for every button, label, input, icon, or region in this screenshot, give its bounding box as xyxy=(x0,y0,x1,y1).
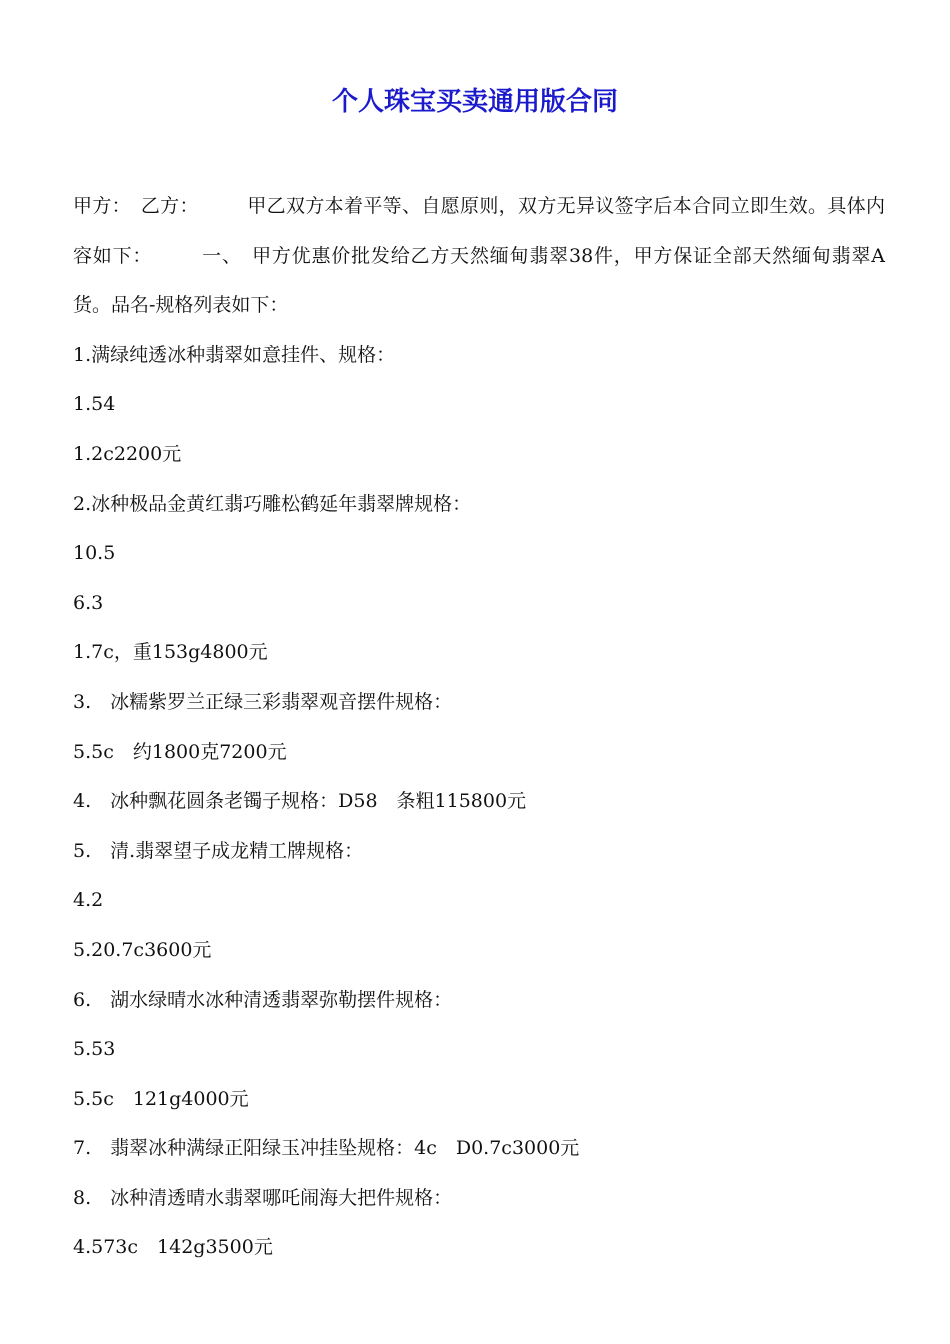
list-item: 5.20.7c3600元 xyxy=(73,938,212,961)
document-body xyxy=(73,182,885,1273)
list-item: 4.2 xyxy=(73,889,104,912)
document-title: 个人珠宝买卖通用版合同 xyxy=(331,87,618,117)
list-item: 10.5 xyxy=(73,542,116,565)
list-item: 1.2c2200元 xyxy=(73,442,182,465)
list-item: 3. 冰糯紫罗兰正绿三彩翡翠观音摆件规格： xyxy=(73,690,453,713)
list-item: 5.53 xyxy=(73,1038,116,1061)
list-item: 1.54 xyxy=(73,393,116,416)
list-item: 5. 清.翡翠望子成龙精工牌规格： xyxy=(73,839,364,862)
list-item: 7. 翡翠冰种满绿正阳绿玉冲挂坠规格：4c D0.7c3000元 xyxy=(73,1137,580,1160)
intro-paragraph: 甲方： 乙方： 甲乙双方本着平等、自愿原则，双方无异议签字后本合同立即生效。具体内容如下： 一、 甲方优惠价批发给乙方天然缅甸翡翠38件，甲方保证全部天然缅甸翡翠A货。品名-规格列表如下： xyxy=(73,195,885,317)
list-item: 1.7c，重153g4800元 xyxy=(73,641,268,664)
list-item: 1.满绿纯透冰种翡翠如意挂件、规格： xyxy=(73,343,396,366)
list-item: 4.573c 142g3500元 xyxy=(73,1236,273,1259)
list-item: 4. 冰种飘花圆条老镯子规格：D58 条粗115800元 xyxy=(73,790,527,813)
list-item: 8. 冰种清透晴水翡翠哪吒闹海大把件规格： xyxy=(73,1186,453,1209)
list-item: 5.5c 约1800克7200元 xyxy=(73,740,287,763)
list-item: 6. 湖水绿晴水冰种清透翡翠弥勒摆件规格： xyxy=(73,988,453,1011)
list-item: 5.5c 121g4000元 xyxy=(73,1087,249,1110)
list-item: 2.冰种极品金黄红翡巧雕松鹤延年翡翠牌规格： xyxy=(73,492,472,515)
list-item: 6.3 xyxy=(73,591,104,614)
